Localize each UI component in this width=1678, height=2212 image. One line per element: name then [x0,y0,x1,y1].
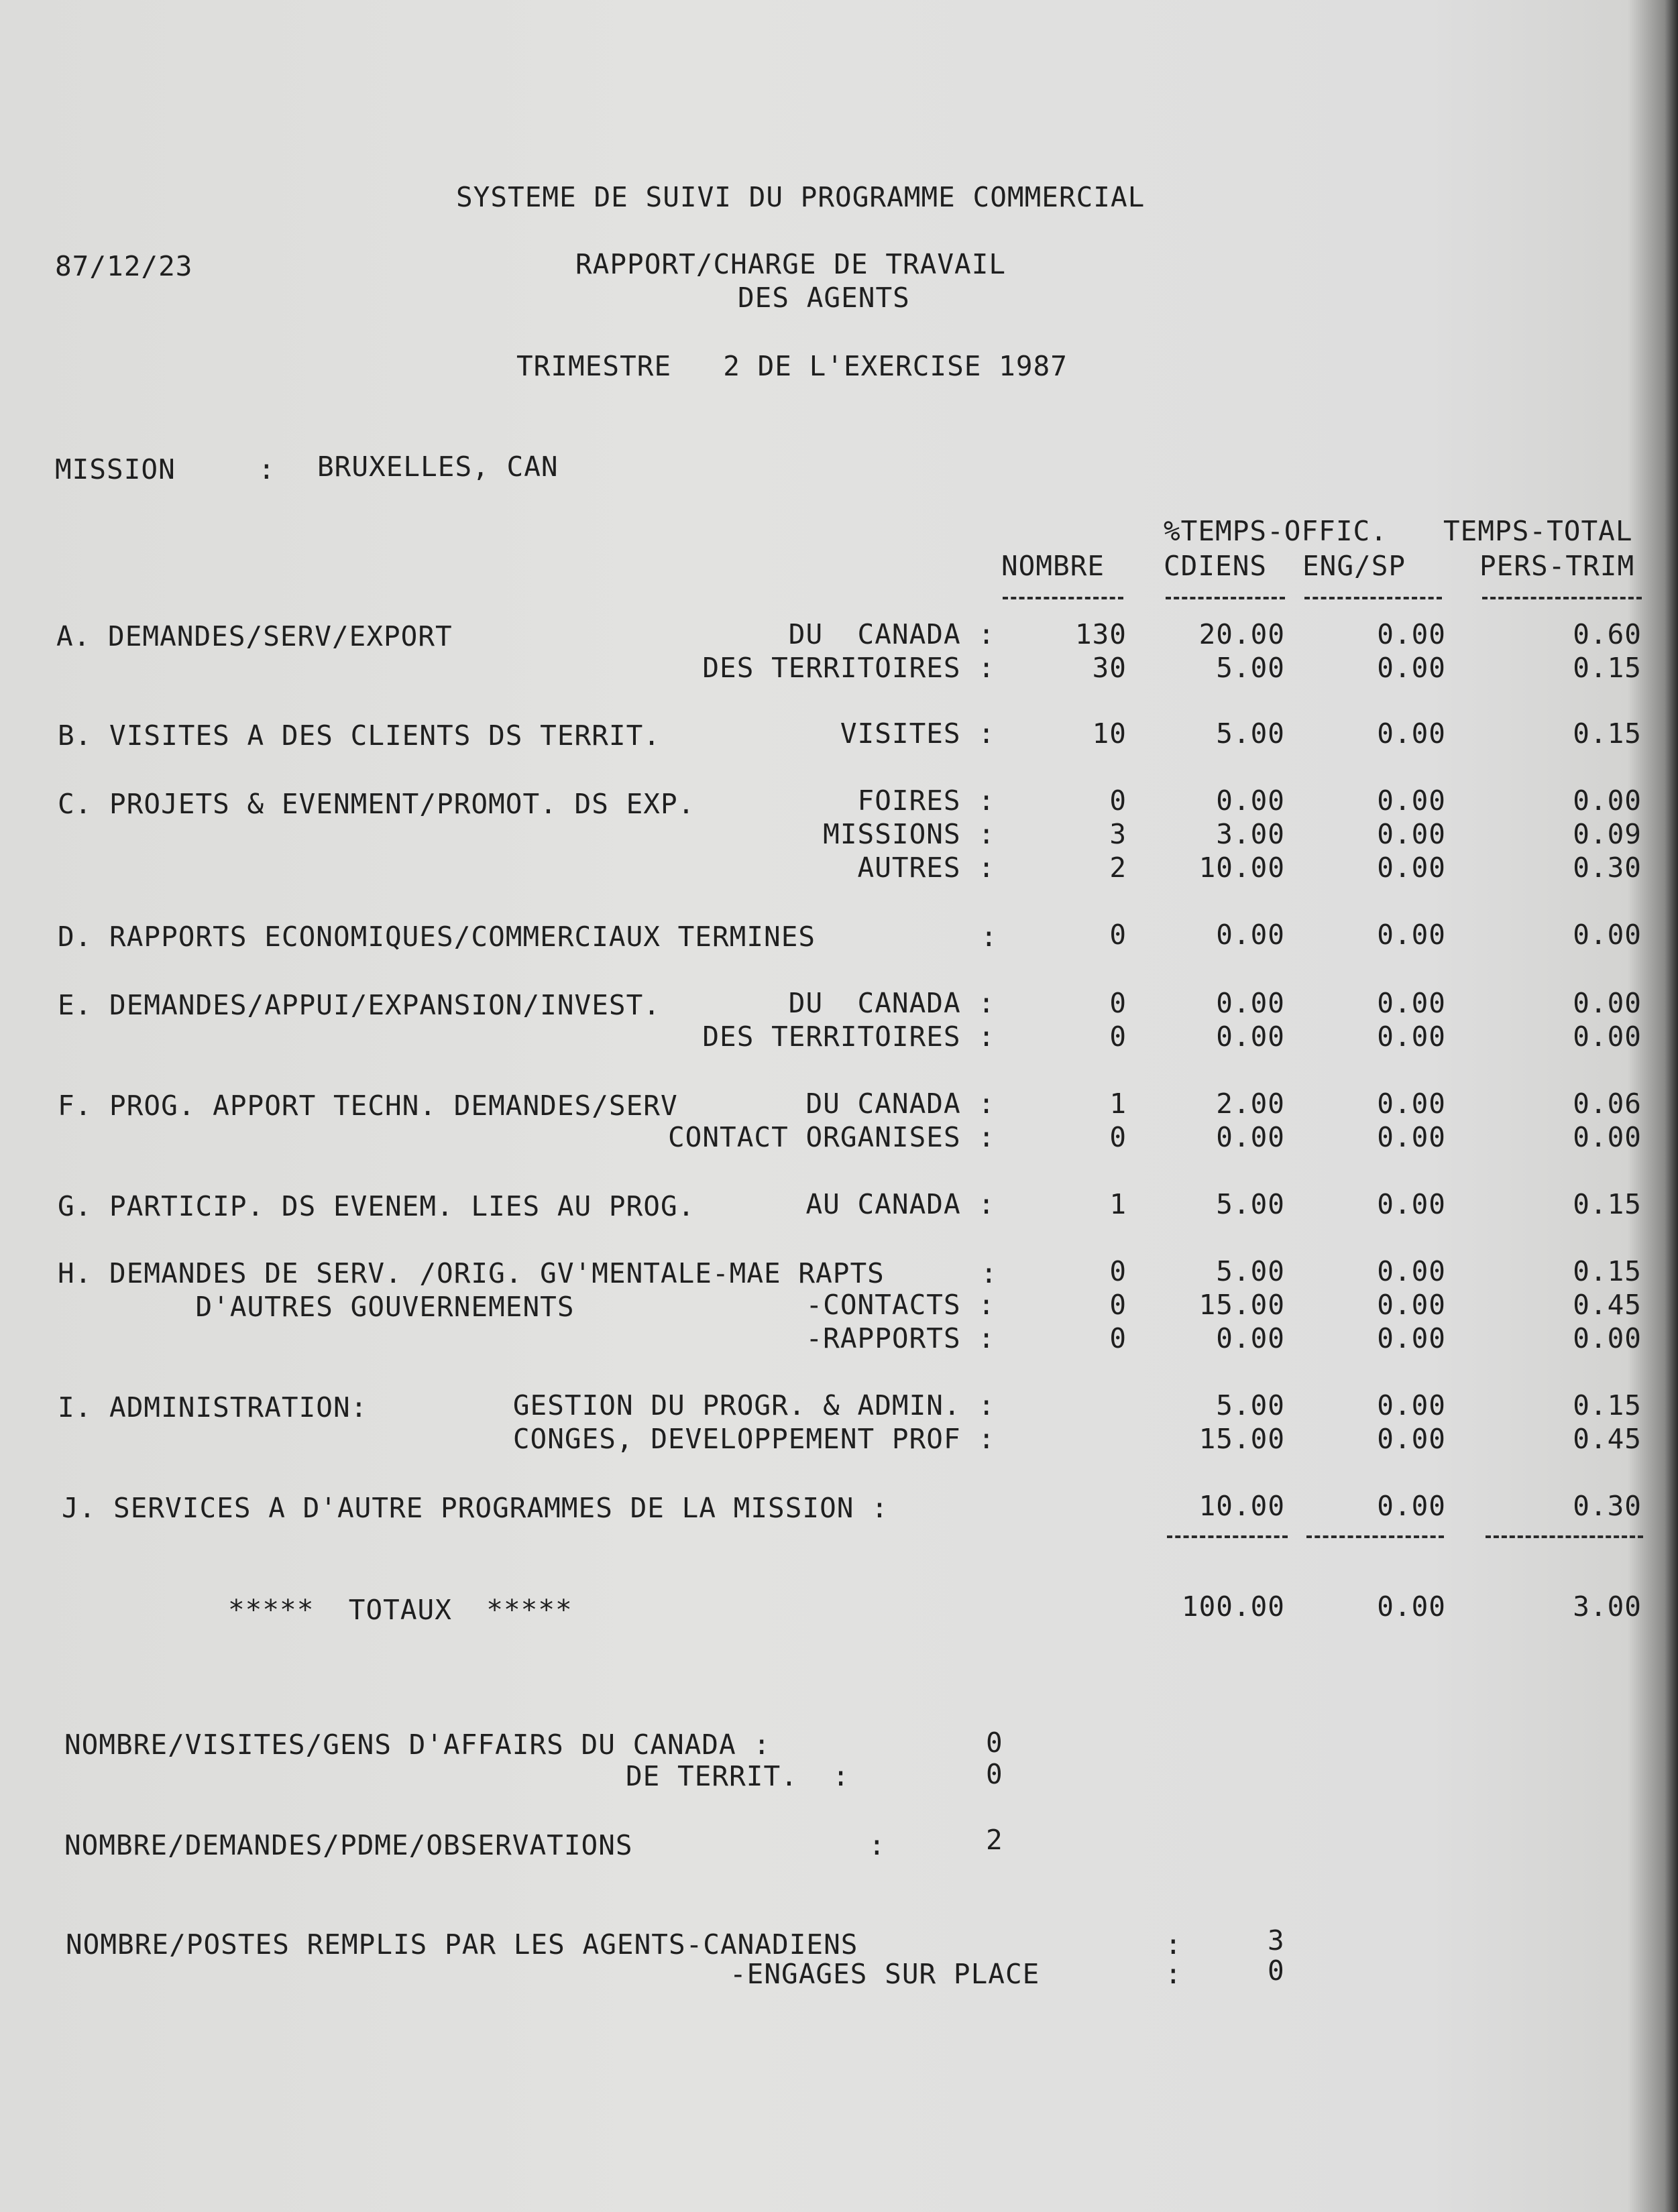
system-title: SYSTEME DE SUIVI DU PROGRAMME COMMERCIAL [456,181,1145,213]
row-cdiens: 0.00 [1216,1121,1285,1153]
report-date: 87/12/23 [55,250,193,282]
row-subcategory: FOIRES : [857,784,995,817]
row-nombre: 0 [1109,987,1127,1019]
row-subcategory: -CONTACTS : [805,1289,995,1321]
row-eng-sp: 0.00 [1377,784,1446,817]
column-header-cdiens: CDIENS [1164,550,1268,582]
row-nombre: 0 [1109,1255,1127,1287]
column-underline-pers-trim [1482,597,1642,599]
row-subcategory: DU CANADA : [788,987,995,1019]
row-cdiens: 2.00 [1216,1088,1285,1120]
row-eng-sp: 0.00 [1377,818,1446,850]
mission-value: BRUXELLES, CAN [317,451,559,483]
postes-canadiens-value: 3 [1268,1924,1285,1957]
row-cdiens: 10.00 [1198,852,1285,884]
visites-territ-value: 0 [986,1758,1003,1790]
column-header-pct-temps: %TEMPS-OFFIC. [1164,515,1388,547]
engages-sur-place-separator: : [1165,1958,1182,1990]
column-header-pers-trim: PERS-TRIM [1479,550,1635,582]
row-cdiens: 0.00 [1216,987,1285,1019]
total-underline-cdiens [1167,1535,1288,1538]
row-eng-sp: 0.00 [1377,1490,1446,1522]
row-eng-sp: 0.00 [1377,618,1446,650]
row-pers-trim: 0.30 [1573,852,1642,884]
row-eng-sp: 0.00 [1377,919,1446,951]
row-subcategory: DES TERRITOIRES : [702,652,995,684]
visites-territ-label: DE TERRIT. : [626,1760,850,1792]
total-cdiens: 100.00 [1181,1590,1285,1623]
demandes-pdme-label: NOMBRE/DEMANDES/PDME/OBSERVATIONS [64,1829,633,1861]
row-pers-trim: 0.15 [1573,1255,1642,1287]
row-cdiens: 3.00 [1216,818,1285,850]
row-title: B. VISITES A DES CLIENTS DS TERRIT. [58,719,661,752]
mission-separator: : [258,453,276,485]
report-title-line-1: RAPPORT/CHARGE DE TRAVAIL [575,248,1007,280]
row-nombre: 0 [1109,1021,1127,1053]
row-eng-sp: 0.00 [1377,1188,1446,1220]
row-subcategory: AU CANADA : [805,1188,995,1220]
row-cdiens: 5.00 [1216,1389,1285,1421]
row-title: F. PROG. APPORT TECHN. DEMANDES/SERV [58,1090,678,1122]
postes-canadiens-label: NOMBRE/POSTES REMPLIS PAR LES AGENTS-CANADIENS [66,1928,858,1961]
engages-sur-place-label: -ENGAGES SUR PLACE [730,1958,1040,1990]
row-title: I. ADMINISTRATION: [58,1391,368,1423]
total-underline-pers-trim [1486,1535,1643,1538]
row-title: G. PARTICIP. DS EVENEM. LIES AU PROG. [58,1190,695,1222]
row-pers-trim: 0.06 [1573,1088,1642,1120]
row-eng-sp: 0.00 [1377,1121,1446,1153]
row-nombre: 130 [1074,618,1127,650]
row-subcategory: DU CANADA : [805,1088,995,1120]
row-title: D. RAPPORTS ECONOMIQUES/COMMERCIAUX TERMINES [58,921,816,953]
row-subcategory: MISSIONS : [823,818,995,850]
row-cdiens: 5.00 [1216,717,1285,750]
column-underline-eng-sp [1304,597,1442,599]
row-nombre: 0 [1109,1121,1127,1153]
row-cdiens: 15.00 [1198,1289,1285,1321]
visites-canada-label: NOMBRE/VISITES/GENS D'AFFAIRS DU CANADA : [64,1729,771,1761]
row-nombre: 0 [1109,1289,1127,1321]
row-pers-trim: 0.15 [1573,652,1642,684]
row-pers-trim: 0.00 [1573,987,1642,1019]
row-pers-trim: 0.45 [1573,1423,1642,1455]
row-cdiens: 5.00 [1216,1188,1285,1220]
visites-canada-value: 0 [986,1727,1003,1759]
demandes-pdme-separator: : [869,1829,886,1861]
row-subcategory: -RAPPORTS : [805,1322,995,1354]
row-cdiens: 15.00 [1198,1423,1285,1455]
row-cdiens: 5.00 [1216,1255,1285,1287]
row-nombre: 1 [1109,1088,1127,1120]
demandes-pdme-value: 2 [986,1824,1003,1856]
row-eng-sp: 0.00 [1377,1088,1446,1120]
report-period: TRIMESTRE 2 DE L'EXERCISE 1987 [516,350,1068,382]
row-eng-sp: 0.00 [1377,987,1446,1019]
row-title: C. PROJETS & EVENMENT/PROMOT. DS EXP. [58,788,695,820]
row-subcategory: VISITES : [840,717,995,750]
postes-canadiens-separator: : [1165,1928,1182,1961]
row-pers-trim: 0.15 [1573,1389,1642,1421]
totals-label: ***** TOTAUX ***** [228,1594,573,1626]
row-subcategory: CONTACT ORGANISES : [668,1121,995,1153]
row-subcategory: DES TERRITOIRES : [702,1021,995,1053]
row-cdiens: 0.00 [1216,1322,1285,1354]
row-title: J. SERVICES A D'AUTRE PROGRAMMES DE LA MISSION : [62,1492,889,1524]
row-nombre: 1 [1109,1188,1127,1220]
row-eng-sp: 0.00 [1377,1389,1446,1421]
row-cdiens: 0.00 [1216,1021,1285,1053]
row-nombre: 0 [1109,919,1127,951]
row-subcategory: GESTION DU PROGR. & ADMIN. : [512,1389,995,1421]
column-header-eng-sp: ENG/SP [1302,550,1406,582]
row-cdiens: 20.00 [1198,618,1285,650]
row-pers-trim: 0.00 [1573,1322,1642,1354]
row-eng-sp: 0.00 [1377,1322,1446,1354]
row-nombre: 3 [1109,818,1127,850]
row-nombre: 2 [1109,852,1127,884]
row-nombre: 0 [1109,1322,1127,1354]
row-title: H. DEMANDES DE SERV. /ORIG. GV'MENTALE-MAE RAPTS [58,1257,885,1289]
row-pers-trim: 0.00 [1573,919,1642,951]
total-eng-sp: 0.00 [1377,1590,1446,1623]
engages-sur-place-value: 0 [1268,1955,1285,1987]
row-cdiens: 0.00 [1216,919,1285,951]
row-subcategory: : [981,1257,998,1289]
row-pers-trim: 0.00 [1573,1121,1642,1153]
row-subcategory: : [981,921,998,953]
column-header-nombre: NOMBRE [1001,550,1105,582]
row-pers-trim: 0.15 [1573,717,1642,750]
column-underline-nombre [1003,597,1123,599]
row-cdiens: 0.00 [1216,784,1285,817]
row-eng-sp: 0.00 [1377,652,1446,684]
row-title: D'AUTRES GOUVERNEMENTS [58,1291,575,1323]
row-eng-sp: 0.00 [1377,717,1446,750]
row-eng-sp: 0.00 [1377,852,1446,884]
total-underline-eng-sp [1306,1535,1444,1538]
row-subcategory: AUTRES : [857,852,995,884]
row-pers-trim: 0.09 [1573,818,1642,850]
row-eng-sp: 0.00 [1377,1423,1446,1455]
row-pers-trim: 0.60 [1573,618,1642,650]
row-nombre: 30 [1092,652,1127,684]
row-eng-sp: 0.00 [1377,1255,1446,1287]
row-pers-trim: 0.15 [1573,1188,1642,1220]
row-cdiens: 10.00 [1198,1490,1285,1522]
row-subcategory: DU CANADA : [788,618,995,650]
column-header-temps-total: TEMPS-TOTAL [1443,515,1633,547]
row-pers-trim: 0.00 [1573,1021,1642,1053]
row-nombre: 0 [1109,784,1127,817]
row-pers-trim: 0.30 [1573,1490,1642,1522]
report-title-line-2: DES AGENTS [738,282,910,314]
row-title: E. DEMANDES/APPUI/EXPANSION/INVEST. [58,989,661,1021]
row-nombre: 10 [1092,717,1127,750]
row-eng-sp: 0.00 [1377,1021,1446,1053]
row-eng-sp: 0.00 [1377,1289,1446,1321]
row-subcategory: CONGES, DEVELOPPEMENT PROF : [512,1423,995,1455]
row-title: A. DEMANDES/SERV/EXPORT [56,620,453,652]
column-underline-cdiens [1166,597,1285,599]
row-cdiens: 5.00 [1216,652,1285,684]
mission-label: MISSION [55,453,176,485]
row-pers-trim: 0.45 [1573,1289,1642,1321]
total-pers-trim: 3.00 [1573,1590,1642,1623]
row-pers-trim: 0.00 [1573,784,1642,817]
